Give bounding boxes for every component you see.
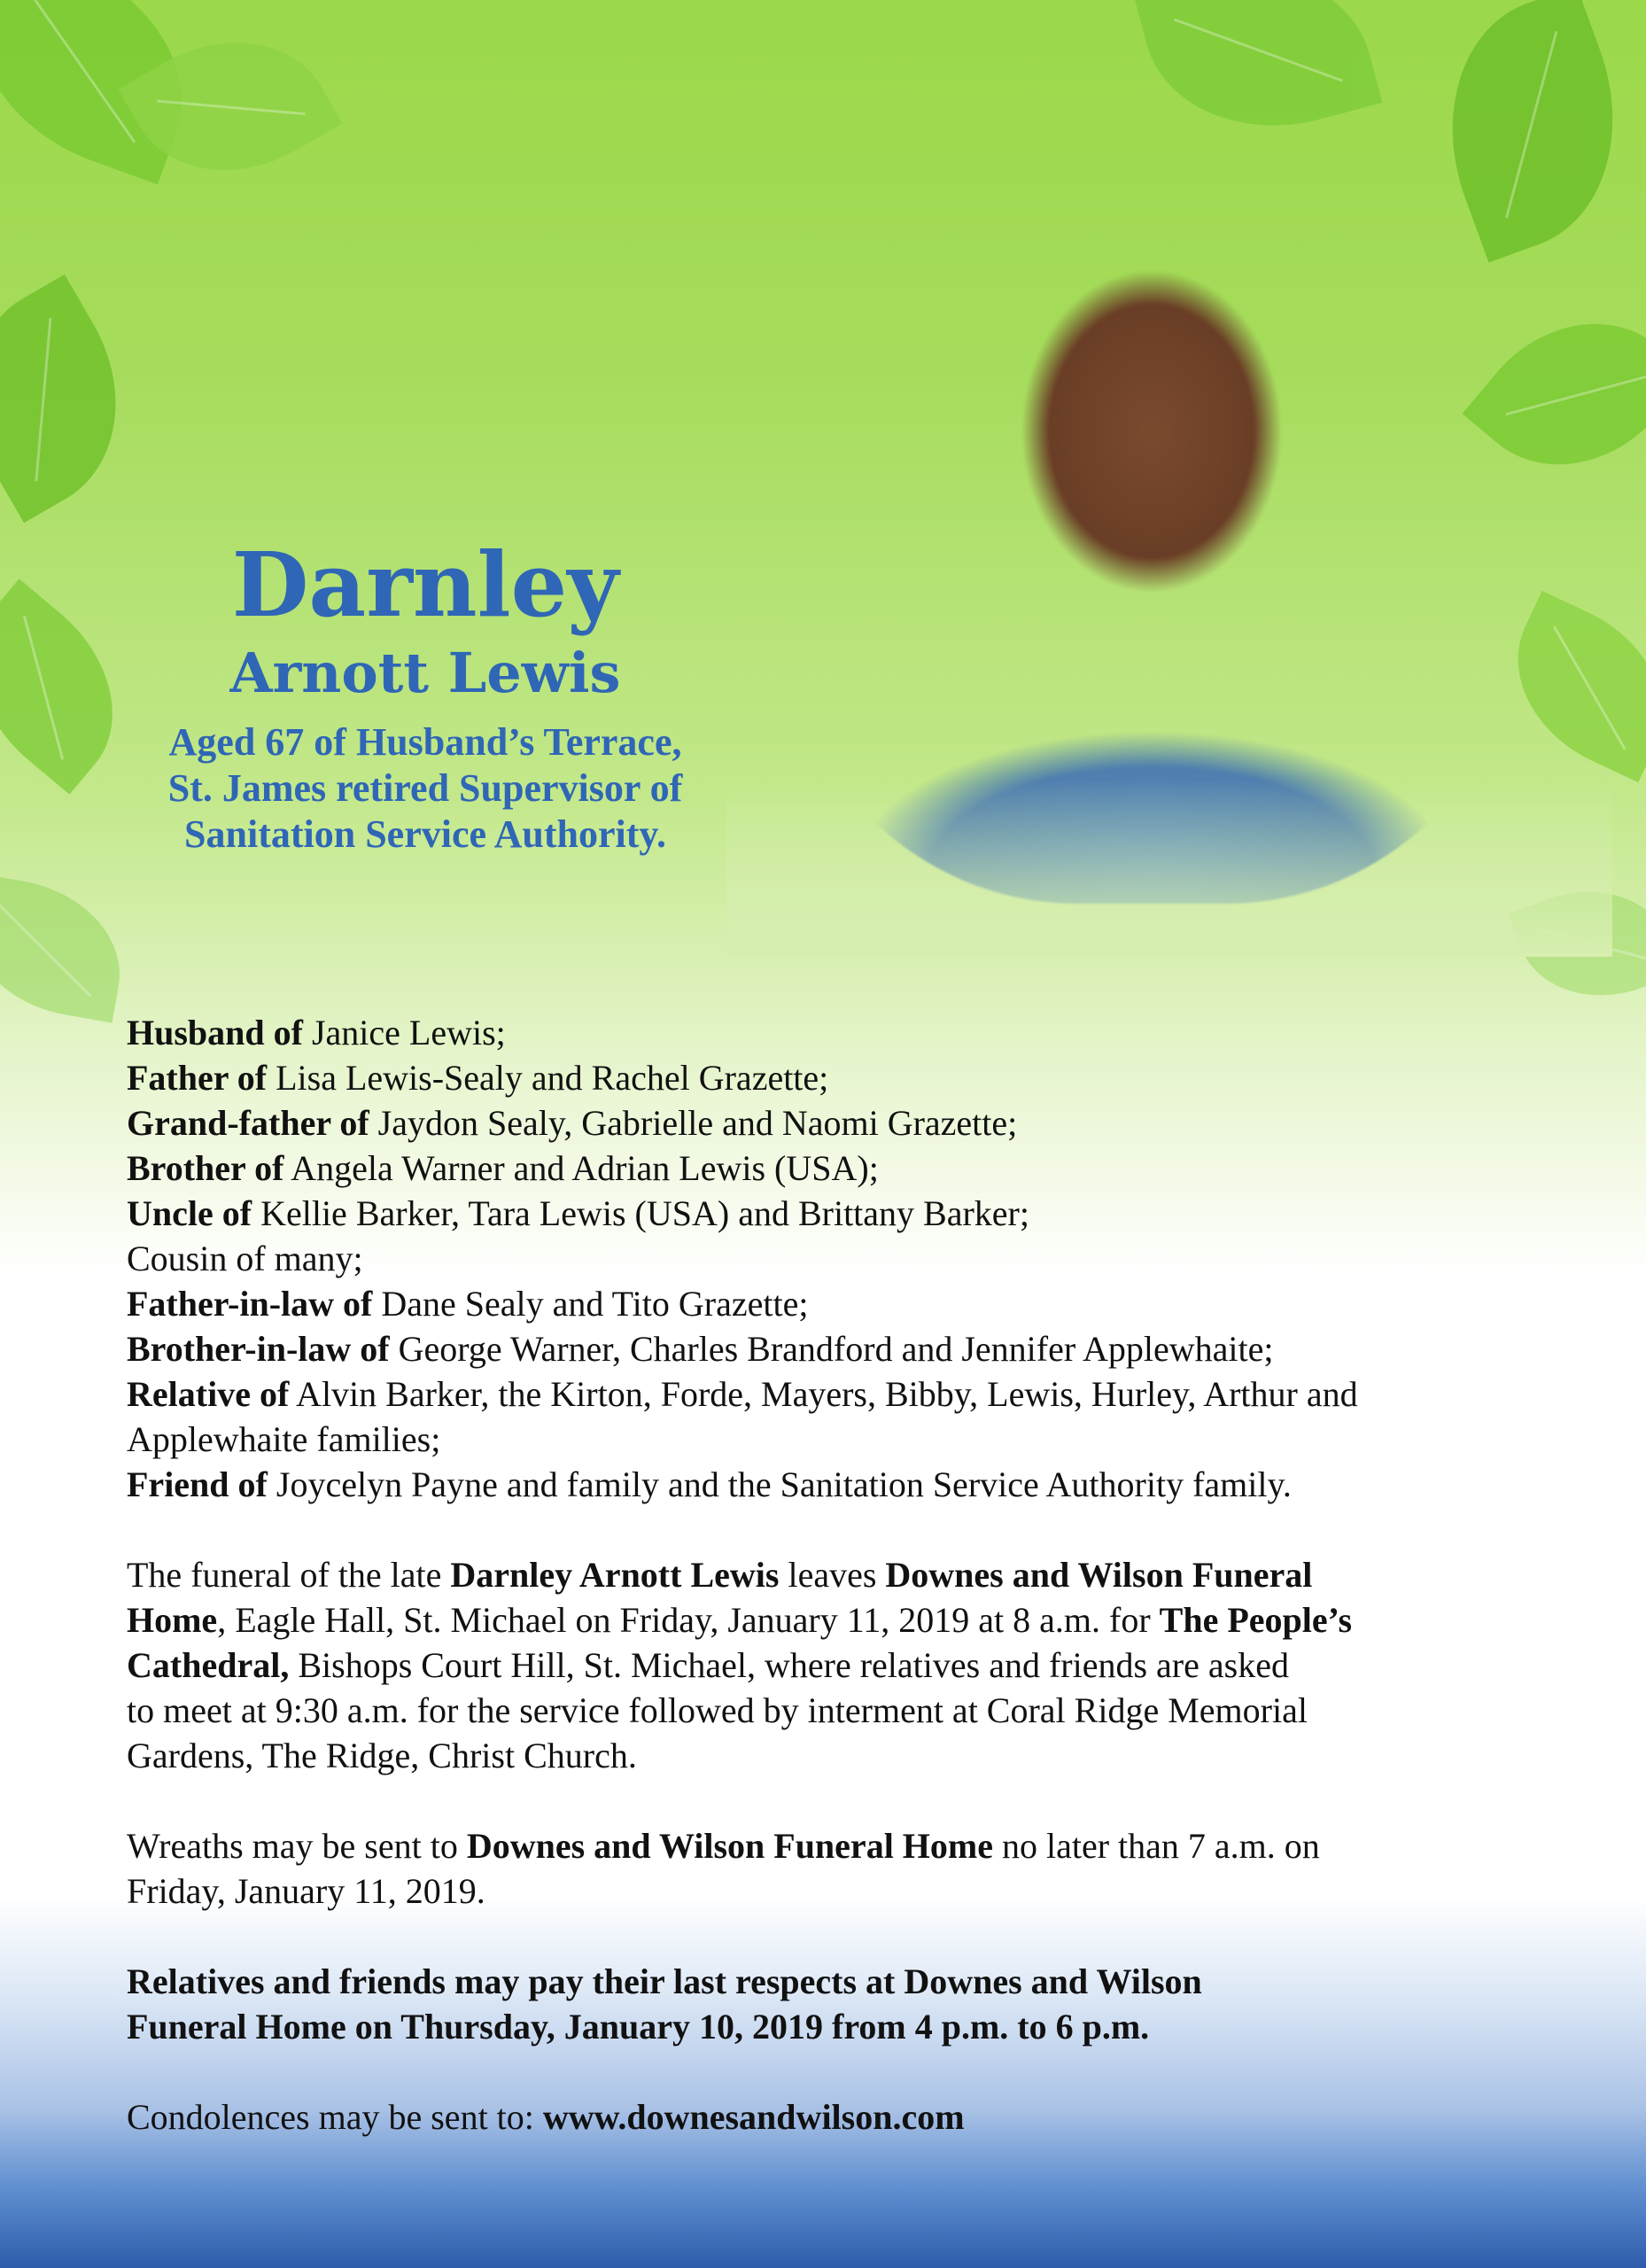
funeral-paragraph: The funeral of the late Darnley Arnott Lewis leaves Downes and Wilson Funeral Home, Eagle Hall, St. Michael on Friday, January 11, 2019 at 8 a.m. for The People’s Cathedral, Bishops Court Hill, St. Michael, where relatives and friends are asked to meet at 9:30 a.m. for the service followed by interment at Coral Ridge Memorial Gardens, The Ridge, Christ Church.	[127, 1555, 1353, 1775]
relation-label: Friend of	[127, 1464, 268, 1504]
subtitle	[80, 719, 771, 858]
relation-text: Applewhaite families;	[127, 1419, 441, 1459]
obituary-header	[80, 532, 771, 858]
relation-line	[127, 1055, 1526, 1100]
relation-label: Brother of	[127, 1148, 284, 1188]
relation-line	[127, 1462, 1526, 1507]
last-name: Arnott Lewis	[229, 641, 621, 705]
photo-fade	[726, 780, 1612, 957]
relation-label: Grand-father of	[127, 1103, 369, 1143]
relation-text: Angela Warner and Adrian Lewis (USA);	[283, 1148, 879, 1188]
relation-line	[127, 1417, 1526, 1462]
relations-list	[127, 1010, 1526, 1507]
subtitle-line: St. James retired Supervisor of	[167, 766, 683, 810]
relation-label: Father-in-law of	[127, 1284, 373, 1324]
relation-line	[127, 1100, 1526, 1146]
condolences-line: Condolences may be sent to: www.downesandwilson.com	[127, 2097, 965, 2137]
relation-text: Dane Sealy and Tito Grazette;	[372, 1284, 809, 1324]
relation-label: Brother-in-law of	[127, 1329, 390, 1369]
relation-line	[127, 1191, 1526, 1236]
condolences-link[interactable]: www.downesandwilson.com	[542, 2097, 965, 2137]
relation-text: Kellie Barker, Tara Lewis (USA) and Brittany Barker;	[252, 1193, 1029, 1233]
relation-label: Husband of	[127, 1013, 303, 1052]
relation-line	[127, 1236, 1526, 1281]
relation-text: Cousin of many;	[127, 1239, 363, 1278]
relation-line	[127, 1010, 1526, 1055]
relation-text: Janice Lewis;	[302, 1013, 506, 1052]
funeral-home-name: Downes and Wilson Funeral	[885, 1555, 1313, 1595]
relation-text: Jaydon Sealy, Gabrielle and Naomi Grazette;	[369, 1103, 1018, 1143]
subtitle-line: Aged 67 of Husband’s Terrace,	[168, 720, 682, 764]
relation-text: Joycelyn Payne and family and the Sanitation Service Authority family.	[267, 1464, 1292, 1504]
relation-text: George Warner, Charles Brandford and Jennifer Applewhaite;	[389, 1329, 1274, 1369]
first-name: Darnley	[231, 532, 619, 637]
respects-paragraph: Relatives and friends may pay their last respects at Downes and Wilson Funeral Home on Thursday, January 10, 2019 from 4 p.m. to 6 p.m.	[127, 1961, 1202, 2047]
relation-line	[127, 1371, 1526, 1417]
obituary-body	[127, 1010, 1526, 2140]
relation-text: Alvin Barker, the Kirton, Forde, Mayers, Bibby, Lewis, Hurley, Arthur and	[289, 1374, 1358, 1414]
relation-label: Father of	[127, 1058, 268, 1098]
deceased-name: Darnley Arnott Lewis	[450, 1555, 780, 1595]
relation-line	[127, 1326, 1526, 1371]
church-name: The People’s	[1159, 1600, 1353, 1640]
subtitle-line: Sanitation Service Authority.	[184, 812, 666, 856]
wreaths-paragraph: Wreaths may be sent to Downes and Wilson Funeral Home no later than 7 a.m. on Friday, January 11, 2019.	[127, 1826, 1320, 1911]
relation-line	[127, 1281, 1526, 1326]
relation-label: Relative of	[127, 1374, 290, 1414]
relation-line	[127, 1146, 1526, 1191]
relation-text: Lisa Lewis-Sealy and Rachel Grazette;	[267, 1058, 829, 1098]
relation-label: Uncle of	[127, 1193, 252, 1233]
